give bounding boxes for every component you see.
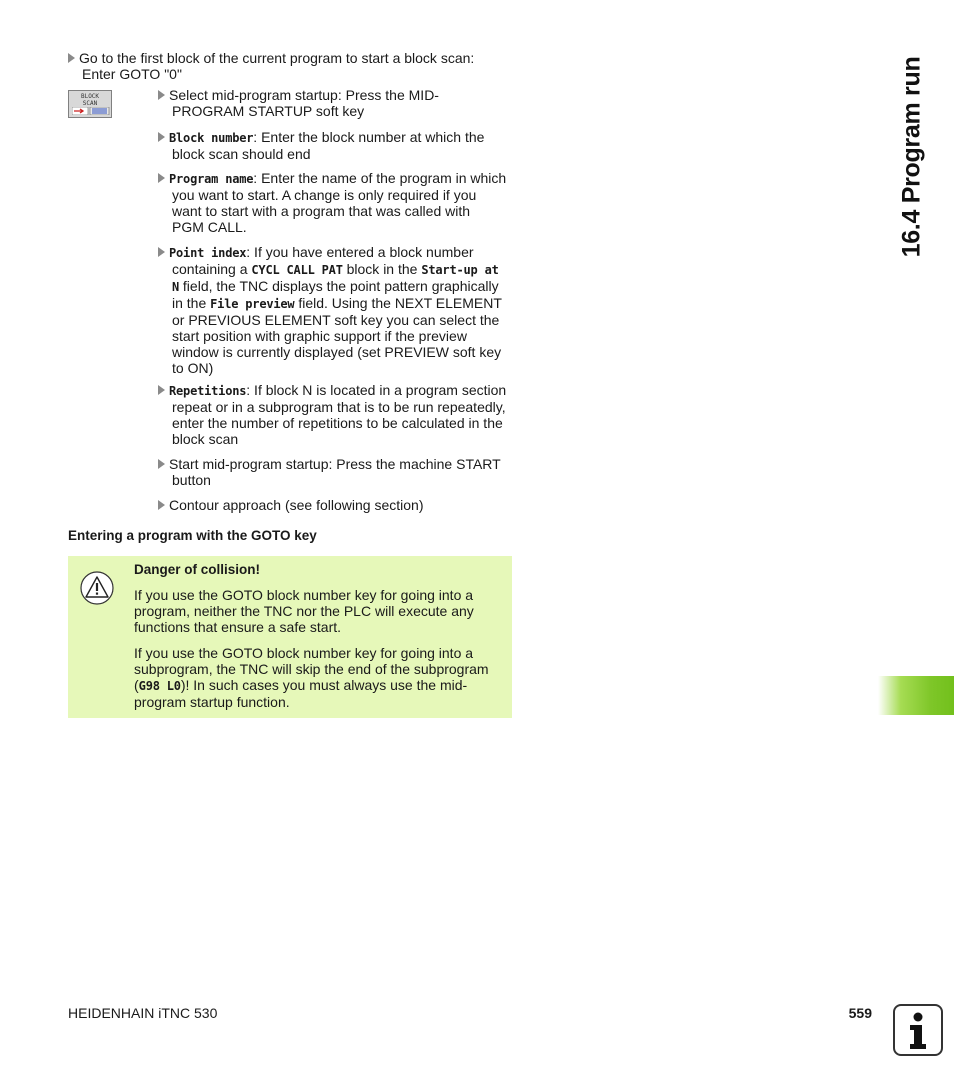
bullet-arrow-icon [158,385,165,395]
page-number: 559 [848,1005,872,1021]
step-repetitions: Repetitions: If block N is located in a program section repeat or in a subprogram that is to be run repeatedly, enter the number of repetitions to be calculated in the block scan [158,382,512,447]
bullet-arrow-icon [158,132,165,142]
warning-title: Danger of collision! [134,562,261,577]
bullet-arrow-icon [158,247,165,257]
section-heading: Entering a program with the GOTO key [68,528,317,543]
block-scan-softkey [68,90,112,118]
intro-paragraph [68,50,508,82]
softkey-line-1: BLOCK [80,93,100,100]
chapter-side-title [884,52,940,262]
param-cycl-call-pat: CYCL CALL PAT [251,263,343,277]
step-contour-approach: Contour approach (see following section) [158,497,512,513]
step-start-machine: Start mid-program startup: Press the machine START button [158,456,512,488]
param-file-preview: File preview [210,297,295,311]
bullet-arrow-icon [158,173,165,183]
softkey-line-2: SCAN [82,100,98,107]
footer-product-name: HEIDENHAIN iTNC 530 [68,1005,218,1021]
param-g98-l0: G98 L0 [138,679,181,693]
intro-line-1: Go to the first block of the current program to start a block scan: [79,50,475,66]
intro-line-2: Enter GOTO "0" [82,66,182,82]
step-block-number: Block number: Enter the block number at which the block scan should end [158,129,512,162]
param-repetitions: Repetitions [169,384,247,398]
param-point-index: Point index [169,246,247,260]
param-block-number: Block number [169,131,254,145]
warning-triangle-icon [79,571,115,605]
bullet-arrow-icon [158,90,165,100]
param-program-name: Program name [169,172,254,186]
warning-paragraph-1: If you use the GOTO block number key for going into a program, neither the TNC nor the PLC will execute any functions that ensure a safe start. [134,587,474,635]
chapter-tab-marker [878,676,954,715]
warning-paragraph-2: If you use the GOTO block number key for going into a subprogram, the TNC will skip the end of the subprogram (G98 L0)! In such cases you must always use the mid- program startup function. [134,645,489,710]
chapter-title-text: 16.4 Program run [897,56,926,258]
info-icon [893,1004,943,1056]
bullet-arrow-icon [158,459,165,469]
step-select-startup: Select mid-program startup: Press the MID- PROGRAM STARTUP soft key [158,87,512,119]
step-point-index: Point index: If you have entered a block number containing a CYCL CALL PAT block in the Start-up at N field, the TNC displays the point pattern graphically in the File preview field. Using the NEXT ELEMENT or PREVIOUS ELEMENT soft key you can select the start position with graphic support if the preview window is currently displayed (set PREVIEW soft key to ON) [158,244,512,376]
param-start-up-at: Start-up at [421,263,499,277]
block-scan-softkey-icon [72,107,110,115]
step-program-name: Program name: Enter the name of the program in which you want to start. A change is only required if you want to start with a program that was called with PGM CALL. [158,170,512,235]
bullet-arrow-icon [158,500,165,510]
bullet-arrow-icon [68,53,75,63]
